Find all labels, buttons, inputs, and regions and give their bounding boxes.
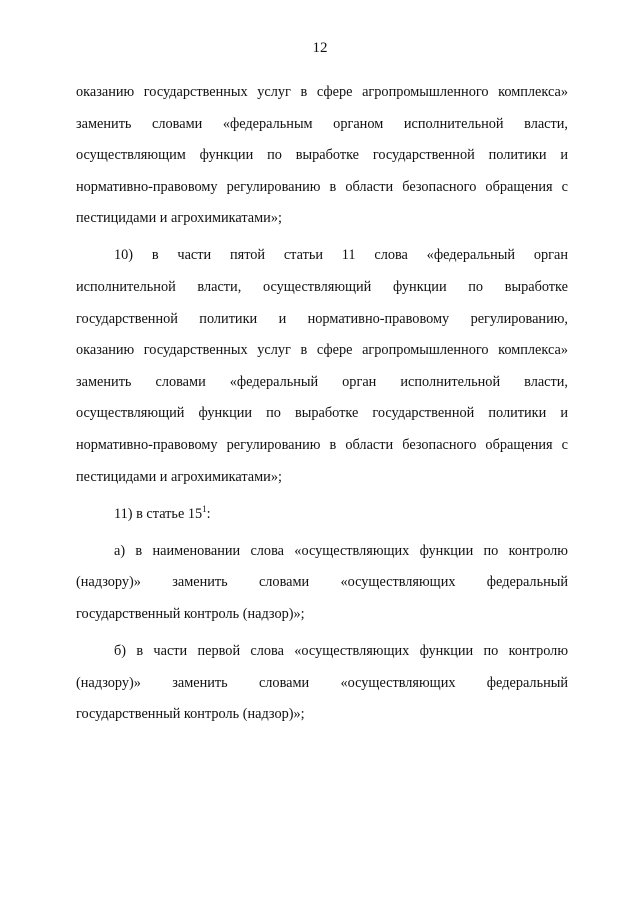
text-line: б) в части первой слова «осуществляющих функции по контролю: [114, 643, 568, 660]
subparagraph-b: [76, 636, 568, 731]
text-line: заменить словами «федеральный орган исполнительной власти,: [76, 373, 568, 390]
text-line: [76, 499, 568, 531]
text-line: (надзору)» заменить словами «осуществляющих федеральный: [76, 574, 568, 591]
text-line: пестицидами и агрохимикатами»;: [76, 210, 282, 227]
text-line: государственный контроль (надзор)»;: [76, 706, 305, 723]
text-line: оказанию государственных услуг в сфере агропромышленного комплекса»: [76, 342, 568, 359]
text-line: а) в наименовании слова «осуществляющих функции по контролю: [114, 542, 568, 559]
text-line: нормативно-правовому регулированию в области безопасного обращения с: [76, 437, 568, 454]
text-line: (надзору)» заменить словами «осуществляющих федеральный: [76, 674, 568, 691]
document-body: [76, 77, 568, 736]
text-line: пестицидами и агрохимикатами»;: [76, 468, 282, 485]
paragraph-1: [76, 77, 568, 235]
article-suffix: :: [206, 505, 211, 522]
text-line: осуществляющим функции по выработке государственной политики и: [76, 147, 568, 164]
text-line: осуществляющий функции по выработке государственной политики и: [76, 405, 568, 422]
text-line: оказанию государственных услуг в сфере агропромышленного комплекса»: [76, 84, 568, 100]
subparagraph-a: [76, 536, 568, 631]
text-line: нормативно-правовому регулированию в области безопасного обращения с: [76, 178, 568, 195]
text-line: государственный контроль (надзор)»;: [76, 606, 305, 622]
text-line: государственной политики и нормативно-правовому регулированию,: [76, 310, 568, 327]
text-line: 10) в части пятой статьи 11 слова «федеральный орган: [114, 247, 568, 264]
article-superscript: 1: [202, 503, 207, 514]
paragraph-10: [76, 240, 568, 493]
page-number: 12: [312, 40, 328, 56]
paragraph-11: [76, 499, 568, 531]
text-line: заменить словами «федеральным органом исполнительной власти,: [76, 115, 568, 132]
text-line: исполнительной власти, осуществляющий функции по выработке: [76, 279, 568, 296]
article-reference: 11) в статье 15: [114, 505, 203, 522]
